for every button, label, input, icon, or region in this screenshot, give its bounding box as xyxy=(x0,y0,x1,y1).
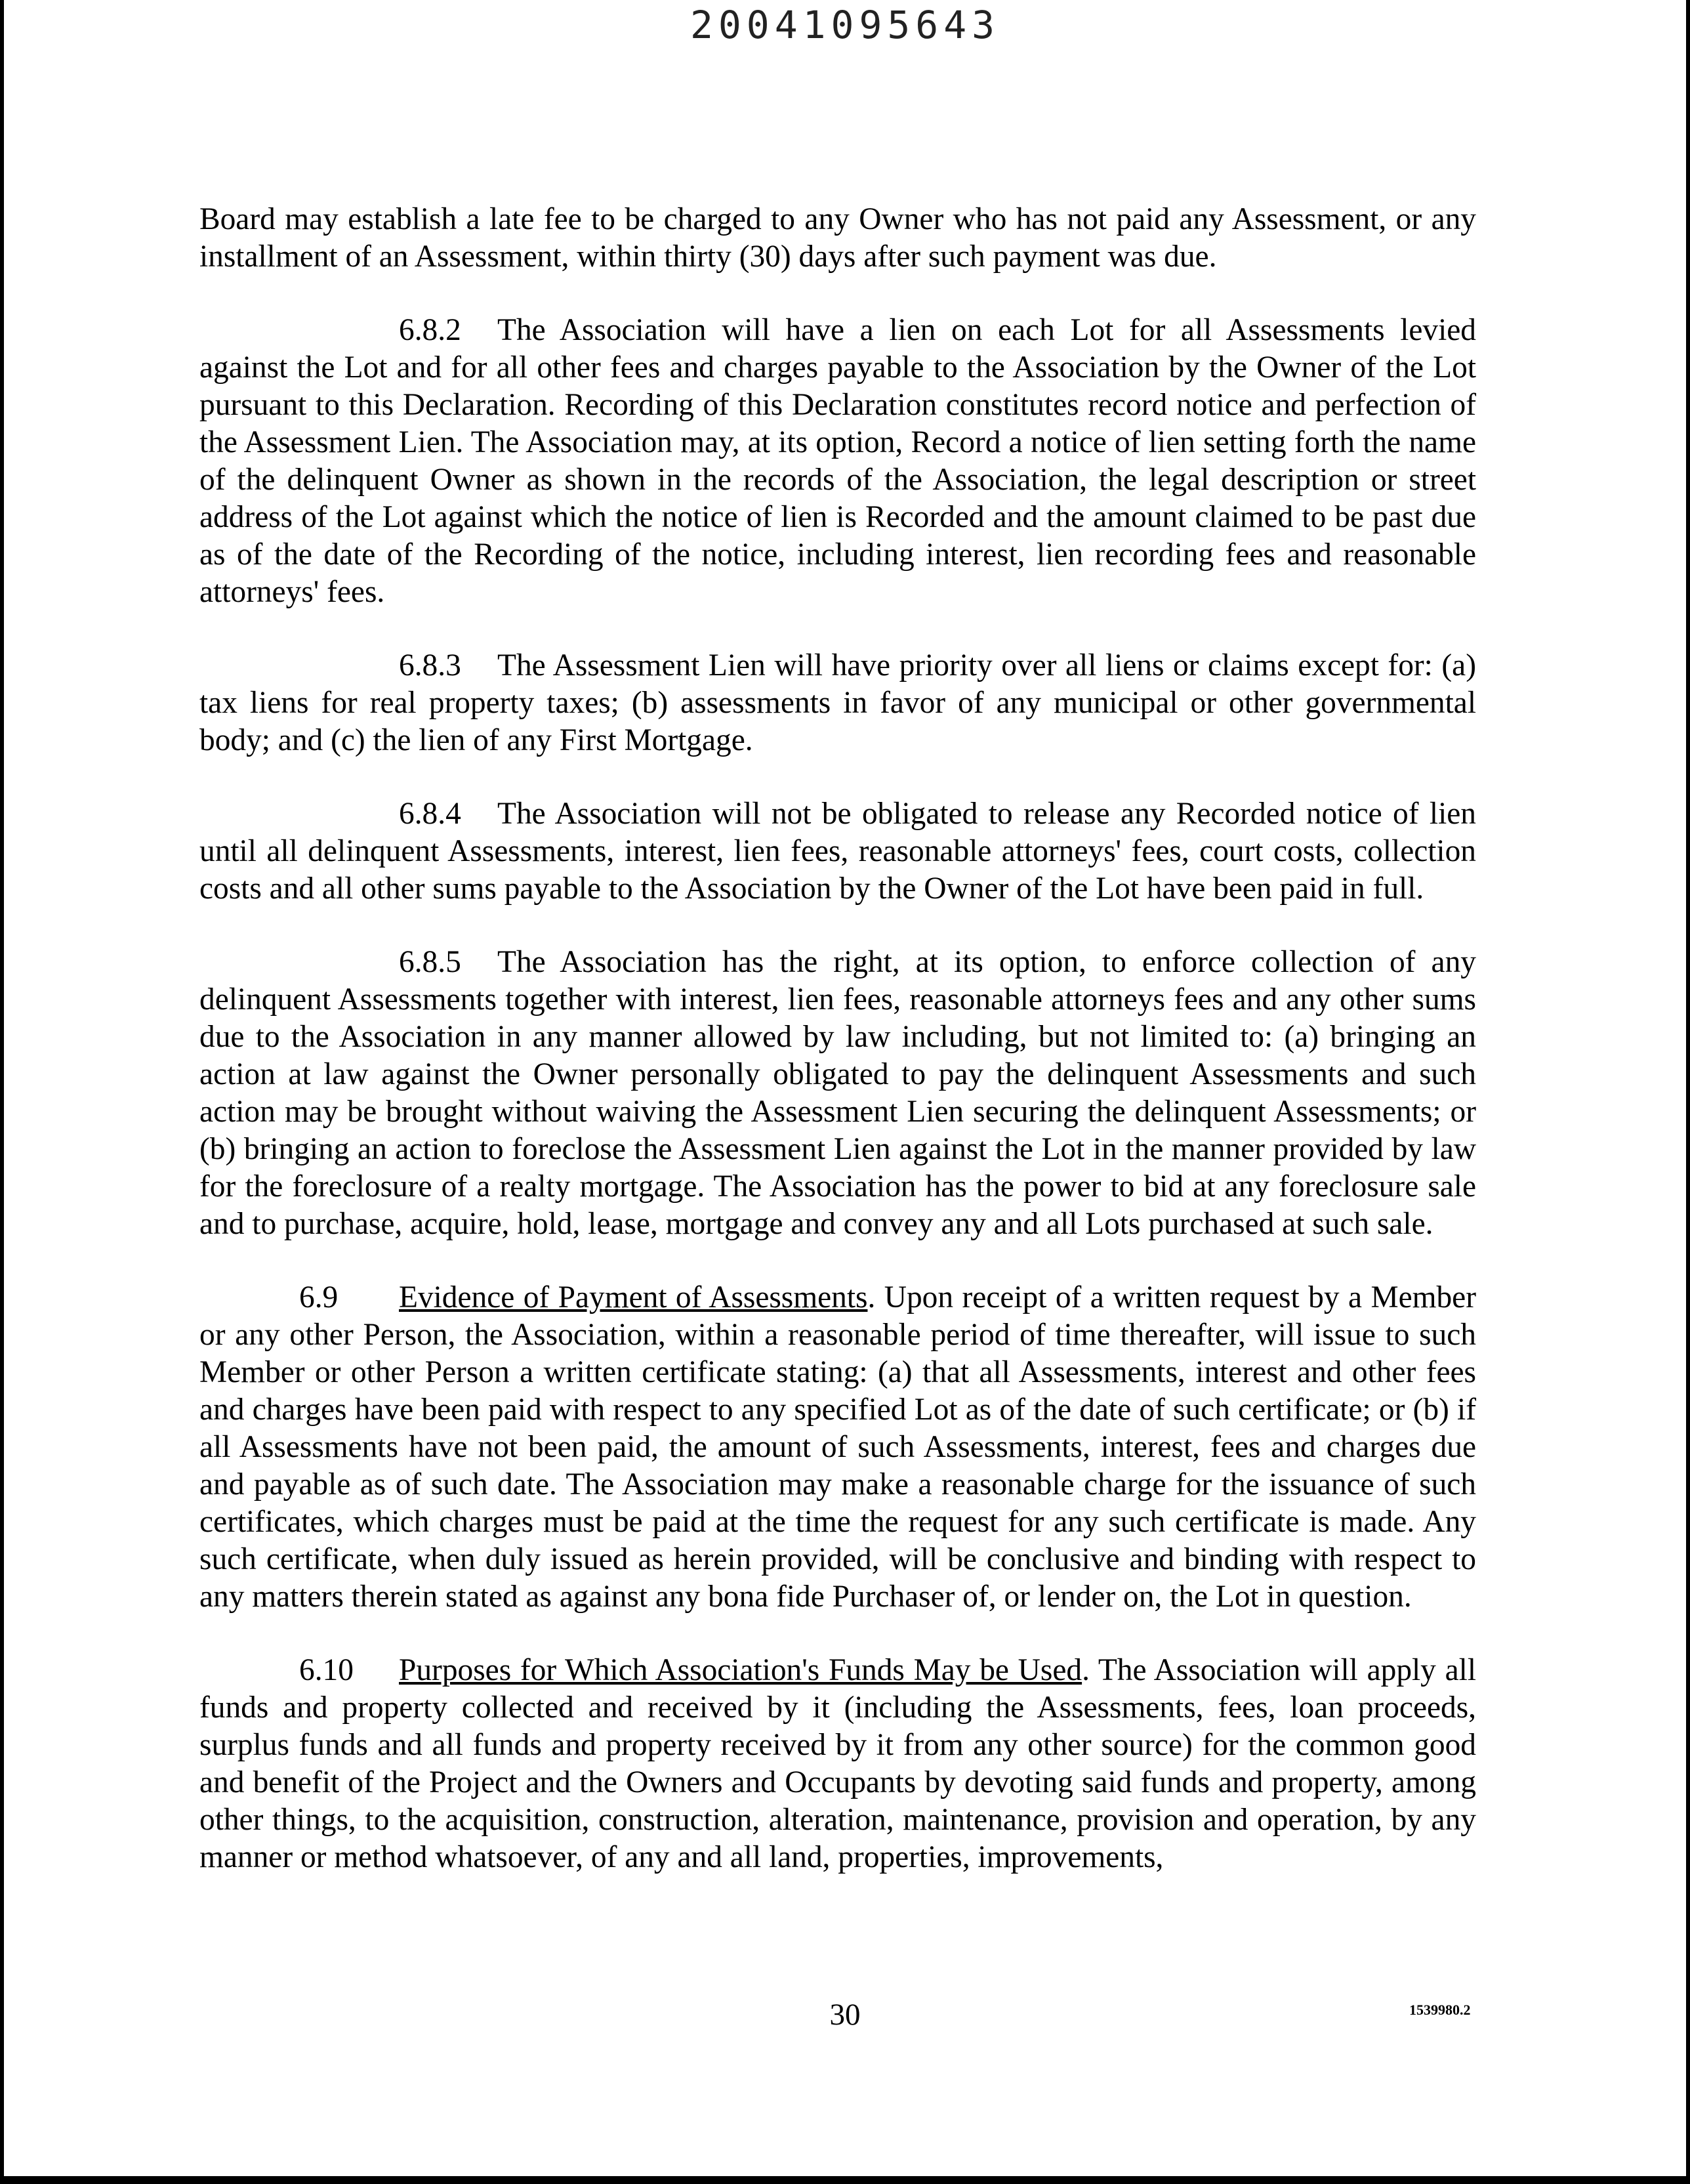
section-number: 6.9 xyxy=(299,1280,339,1314)
paragraph-late-fee xyxy=(199,201,1476,276)
section-number: 6.8.3 xyxy=(399,648,461,682)
page-right-edge xyxy=(1686,0,1690,2184)
section-6-9 xyxy=(199,1279,1476,1616)
paragraph-text: The Association will not be obligated to release any Recorded notice of lien until all delinquent Assessments, interest, lien fees, reasonable attorneys' fees, court costs, collection costs and all other sums payable to the Association by the Owner of the Lot have been paid in full. xyxy=(199,797,1476,906)
section-number: 6.8.2 xyxy=(399,313,461,347)
recording-number: 20041095643 xyxy=(690,3,1000,47)
section-number: 6.10 xyxy=(299,1653,354,1687)
paragraph-text: The Association has the right, at its option, to enforce collection of any delinquent Assessments together with interest, lien fees, reasonable attorneys fees and any other sums due to the Association in any manner allowed by law including, but not limited to: (a) bringing an action at law against the Owner personally obligated to pay the delinquent Assessments and such action may be brought without waiving the Assessment Lien securing the delinquent Assessments; or (b) bringing an action to foreclose the Assessment Lien against the Lot in the manner provided by law for the foreclosure of a realty mortgage. The Association has the power to bid at any foreclosure sale and to purchase, acquire, hold, lease, mortgage and convey any and all Lots purchased at such sale. xyxy=(199,945,1476,1241)
section-6-8-5 xyxy=(199,944,1476,1243)
document-id: 1539980.2 xyxy=(1409,2002,1471,2018)
section-6-8-3 xyxy=(199,647,1476,759)
paragraph-text: Board may establish a late fee to be charged to any Owner who has not paid any Assessment, or any installment of an Assessment, within thirty (30) days after such payment was due. xyxy=(199,202,1476,274)
section-heading: Purposes for Which Association's Funds May be Used xyxy=(399,1653,1082,1687)
section-6-8-4 xyxy=(199,795,1476,908)
section-number: 6.8.5 xyxy=(399,945,461,979)
paragraph-text: The Assessment Lien will have priority over all liens or claims except for: (a) tax liens for real property taxes; (b) assessments in favor of any municipal or other governmental body; and (c) the lien of any First Mortgage. xyxy=(199,648,1476,757)
section-6-10 xyxy=(199,1652,1476,1876)
paragraph-text: . Upon receipt of a written request by a Member or any other Person, the Association, within a reasonable period of time thereafter, will issue to such Member or other Person a written certificate stating: (a) that all Assessments, interest and other fees and charges have been paid with respect to any specified Lot as of the date of such certificate; or (b) if all Assessments have not been paid, the amount of such Assessments, interest, fees and charges due and payable as of such date. The Association may make a reasonable charge for the issuance of such certificates, which charges must be paid at the time the request for any such certificate is made. Any such certificate, when duly issued as herein provided, will be conclusive and binding with respect to any matters therein stated as against any bona fide Purchaser of, or lender on, the Lot in question. xyxy=(199,1280,1476,1614)
section-number: 6.8.4 xyxy=(399,797,461,831)
section-heading: Evidence of Payment of Assessments xyxy=(399,1280,868,1314)
paragraph-text: . The Association will apply all funds and property collected and received by it (including the Assessments, fees, loan proceeds, surplus funds and all funds and property received by it from any other source) for the common good and benefit of the Project and the Owners and Occupants by devoting said funds and property, among other things, to the acquisition, construction, alteration, maintenance, provision and operation, by any manner or method whatsoever, of any and all land, properties, improvements, xyxy=(199,1653,1476,1874)
page-number: 30 xyxy=(829,1998,861,2032)
paragraph-text: The Association will have a lien on each Lot for all Assessments levied against the Lot and for all other fees and charges payable to the Association by the Owner of the Lot pursuant to this Declaration. Recording of this Declaration constitutes record notice and perfection of the Assessment Lien. The Association may, at its option, Record a notice of lien setting forth the name of the delinquent Owner as shown in the records of the Association, the legal description or street address of the Lot against which the notice of lien is Recorded and the amount claimed to be past due as of the date of the Recording of the notice, including interest, lien recording fees and reasonable attorneys' fees. xyxy=(199,313,1476,609)
section-6-8-2 xyxy=(199,312,1476,611)
document-body xyxy=(199,201,1476,1912)
